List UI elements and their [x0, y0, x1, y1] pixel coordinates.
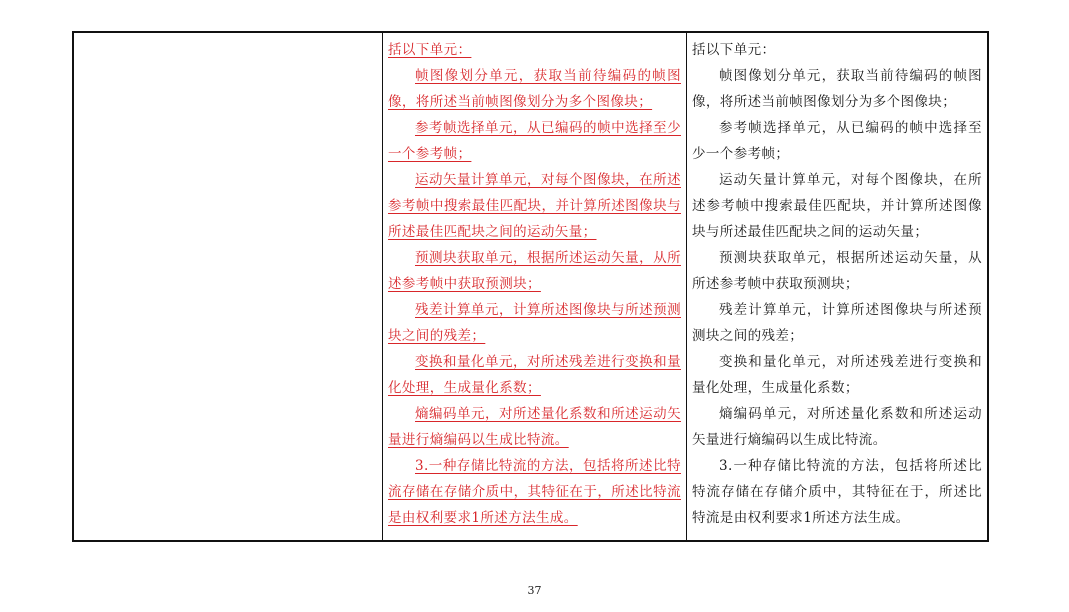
table-column-amended: [383, 33, 687, 540]
claim-paragraph: [692, 453, 982, 531]
claim-paragraph: [692, 297, 982, 349]
claim-paragraph-text: 残差计算单元，计算所述图像块与所述预测块之间的残差；: [388, 302, 681, 344]
claim-paragraph-text: 残差计算单元，计算所述图像块与所述预测块之间的残差；: [692, 302, 982, 344]
claim-paragraph: [388, 115, 681, 167]
claim-paragraph-text: 括以下单元：: [388, 42, 472, 58]
claim-paragraph-text: 参考帧选择单元，从已编码的帧中选择至少一个参考帧；: [388, 120, 681, 162]
claim-paragraph-text: 3.一种存储比特流的方法，包括将所述比特流存储在存储介质中，其特征在于，所述比特流是由权利要求1所述方法生成。: [692, 458, 982, 526]
claim-paragraph: [388, 245, 681, 297]
claim-paragraph-text: 变换和量化单元，对所述残差进行变换和量化处理，生成量化系数；: [692, 354, 982, 396]
claim-paragraph-text: 帧图像划分单元，获取当前待编码的帧图像，将所述当前帧图像划分为多个图像块；: [388, 68, 681, 110]
claim-paragraph: [692, 37, 982, 63]
claim-paragraph: [388, 401, 681, 453]
claim-paragraph-text: 预测块获取单元，根据所述运动矢量，从所述参考帧中获取预测块；: [692, 250, 982, 292]
claim-paragraph-text: 预测块获取单元，根据所述运动矢量，从所述参考帧中获取预测块；: [388, 250, 681, 292]
claim-paragraph-text: 帧图像划分单元，获取当前待编码的帧图像，将所述当前帧图像划分为多个图像块；: [692, 68, 982, 110]
claim-paragraph: [692, 115, 982, 167]
claim-paragraph-text: 运动矢量计算单元，对每个图像块，在所述参考帧中搜索最佳匹配块，并计算所述图像块与所述最佳匹配块之间的运动矢量；: [388, 172, 681, 240]
claim-paragraph: [692, 245, 982, 297]
table-column-clean: [687, 33, 987, 540]
claim-paragraph: [692, 349, 982, 401]
claim-paragraph: [388, 453, 681, 531]
claim-paragraph: [692, 401, 982, 453]
claim-paragraph-text: 运动矢量计算单元，对每个图像块，在所述参考帧中搜索最佳匹配块，并计算所述图像块与所述最佳匹配块之间的运动矢量；: [692, 172, 982, 240]
claim-paragraph: [388, 349, 681, 401]
claim-paragraph-text: 参考帧选择单元，从已编码的帧中选择至少一个参考帧；: [692, 120, 982, 162]
table-column-empty: [74, 33, 383, 540]
claim-paragraph-text: 3.一种存储比特流的方法，包括将所述比特流存储在存储介质中，其特征在于，所述比特流是由权利要求1所述方法生成。: [388, 458, 681, 526]
claim-paragraph-text: 变换和量化单元，对所述残差进行变换和量化处理，生成量化系数；: [388, 354, 681, 396]
claim-paragraph: [388, 297, 681, 349]
claim-paragraph: [692, 167, 982, 245]
claim-paragraph-text: 熵编码单元，对所述量化系数和所述运动矢量进行熵编码以生成比特流。: [388, 406, 681, 448]
page-number: 37: [527, 584, 542, 597]
claim-paragraph: [692, 63, 982, 115]
claim-paragraph-text: 熵编码单元，对所述量化系数和所述运动矢量进行熵编码以生成比特流。: [692, 406, 982, 448]
claim-paragraph: [388, 37, 681, 63]
claim-paragraph-text: 括以下单元：: [692, 42, 776, 58]
claim-paragraph: [388, 63, 681, 115]
claims-comparison-table: [72, 31, 989, 542]
claim-paragraph: [388, 167, 681, 245]
